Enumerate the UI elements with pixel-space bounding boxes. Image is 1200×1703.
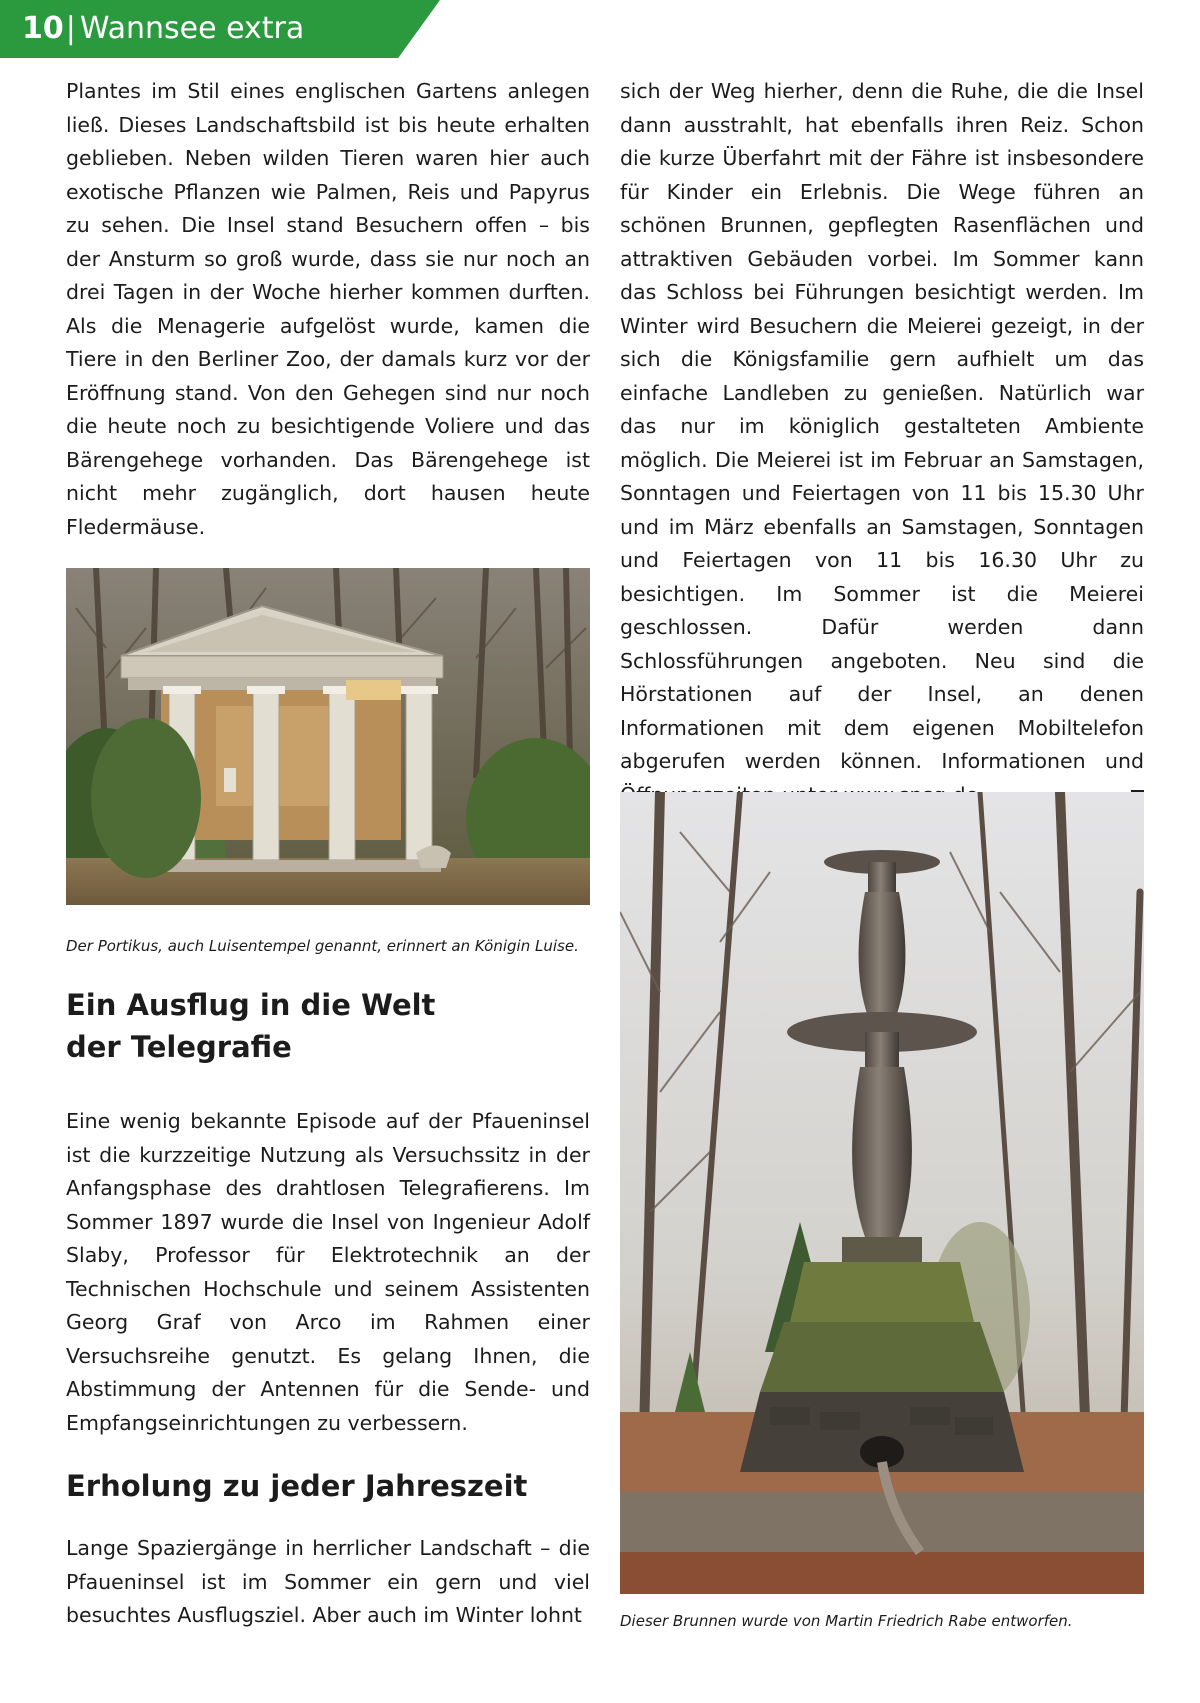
page-number: 10 <box>22 11 64 46</box>
left-column-top <box>66 75 590 544</box>
left-column-middle <box>66 1105 590 1440</box>
temple-caption-block <box>66 936 590 956</box>
fountain-photo <box>620 792 1144 1594</box>
temple-photo <box>66 568 590 905</box>
right-column-text <box>620 75 1144 812</box>
heading-jahreszeit: Erholung zu jeder Jahreszeit <box>66 1469 528 1503</box>
header-separator: | <box>65 11 76 46</box>
fountain-photo-caption: Dieser Brunnen wurde von Martin Friedrich Rabe entworfen. <box>620 1612 1073 1630</box>
left-paragraph-3: Lange Spaziergänge in herrlicher Landschaft – die Pfaueninsel ist im Sommer ein gern und viel besuchtes Ausflugsziel. Aber auch im Winter lohnt <box>66 1536 590 1627</box>
fountain-caption-block <box>620 1611 1144 1631</box>
heading-telegrafie-block <box>66 984 496 1068</box>
heading-telegrafie: Ein Ausflug in die Welt der Telegrafie <box>66 988 436 1064</box>
left-paragraph-1: Plantes im Stil eines englischen Gartens anlegen ließ. Dieses Landschaftsbild ist bis heute erhalten geblieben. Neben wilden Tieren waren hier auch exotische Pflanzen wie Palmen, Reis und Papyrus zu sehen. Die Insel stand Besuchern offen – bis der Ansturm so groß wurde, dass sie nur noch an drei Tagen in der Woche hierher kommen durften. Als die Menagerie aufgelöst wurde, kamen die Tiere in den Berliner Zoo, der damals kurz vor der Eröffnung stand. Von den Gehegen sind nur noch die heute noch zu besichtigende Voliere und das Bärengehege vorhanden. Das Bärengehege ist nicht mehr zugänglich, dort hausen heute Fledermäuse. <box>66 79 590 539</box>
right-paragraph-1 <box>620 75 1144 812</box>
section-header <box>22 13 304 45</box>
right-paragraph-text: sich der Weg hierher, denn die Ruhe, die die Insel dann ausstrahlt, hat ebenfalls ihren Reiz. Schon die kurze Überfahrt mit der Fähre ist insbesondere für Kinder ein Erlebnis. Die Wege führen an schönen Brunnen, gepflegten Rasenflächen und attraktiven Gebäuden vorbei. Im Sommer kann das Schloss bei Führungen besichtigt werden. Im Winter wird Besuchern die Meierei gezeigt, in der sich die Königsfamilie gern aufhielt um das einfache Landleben zu genießen. Natürlich war das nur im königlich gestalteten Ambiente möglich. Die Meierei ist im Februar an Samstagen, Sonntagen und Feiertagen von 11 bis 15.30 Uhr und im März ebenfalls an Samstagen, Sonntagen und Feiertagen von 11 bis 16.30 Uhr zu besichtigen. Im Sommer ist die Meierei geschlossen. Dafür werden dann Schlossführungen angeboten. Neu sind die Hörstationen auf der Insel, an denen Informationen mit dem eigenen Mobiltelefon abgerufen werden können. Informationen und <box>620 79 1144 773</box>
temple-photo-caption: Der Portikus, auch Luisentempel genannt, erinnert an Königin Luise. <box>66 937 579 955</box>
left-column-bottom <box>66 1532 590 1633</box>
left-paragraph-2: Eine wenig bekannte Episode auf der Pfaueninsel ist die kurzzeitige Nutzung als Versuchssitz in der Anfangsphase des drahtlosen Telegrafierens. Im Sommer 1897 wurde die Insel von Ingenieur Adolf Slaby, Professor für Elektrotechnik an der Technischen Hochschule und seinem Assistenten Georg Graf von Arco im Rahmen einer Versuchsreihe genutzt. Es gelang Ihnen, die Abstimmung der Antennen für die Sende- und Empfangseinrichtungen zu verbessern. <box>66 1109 590 1435</box>
section-title: Wannsee extra <box>79 11 305 46</box>
heading-jahreszeit-block <box>66 1465 590 1507</box>
